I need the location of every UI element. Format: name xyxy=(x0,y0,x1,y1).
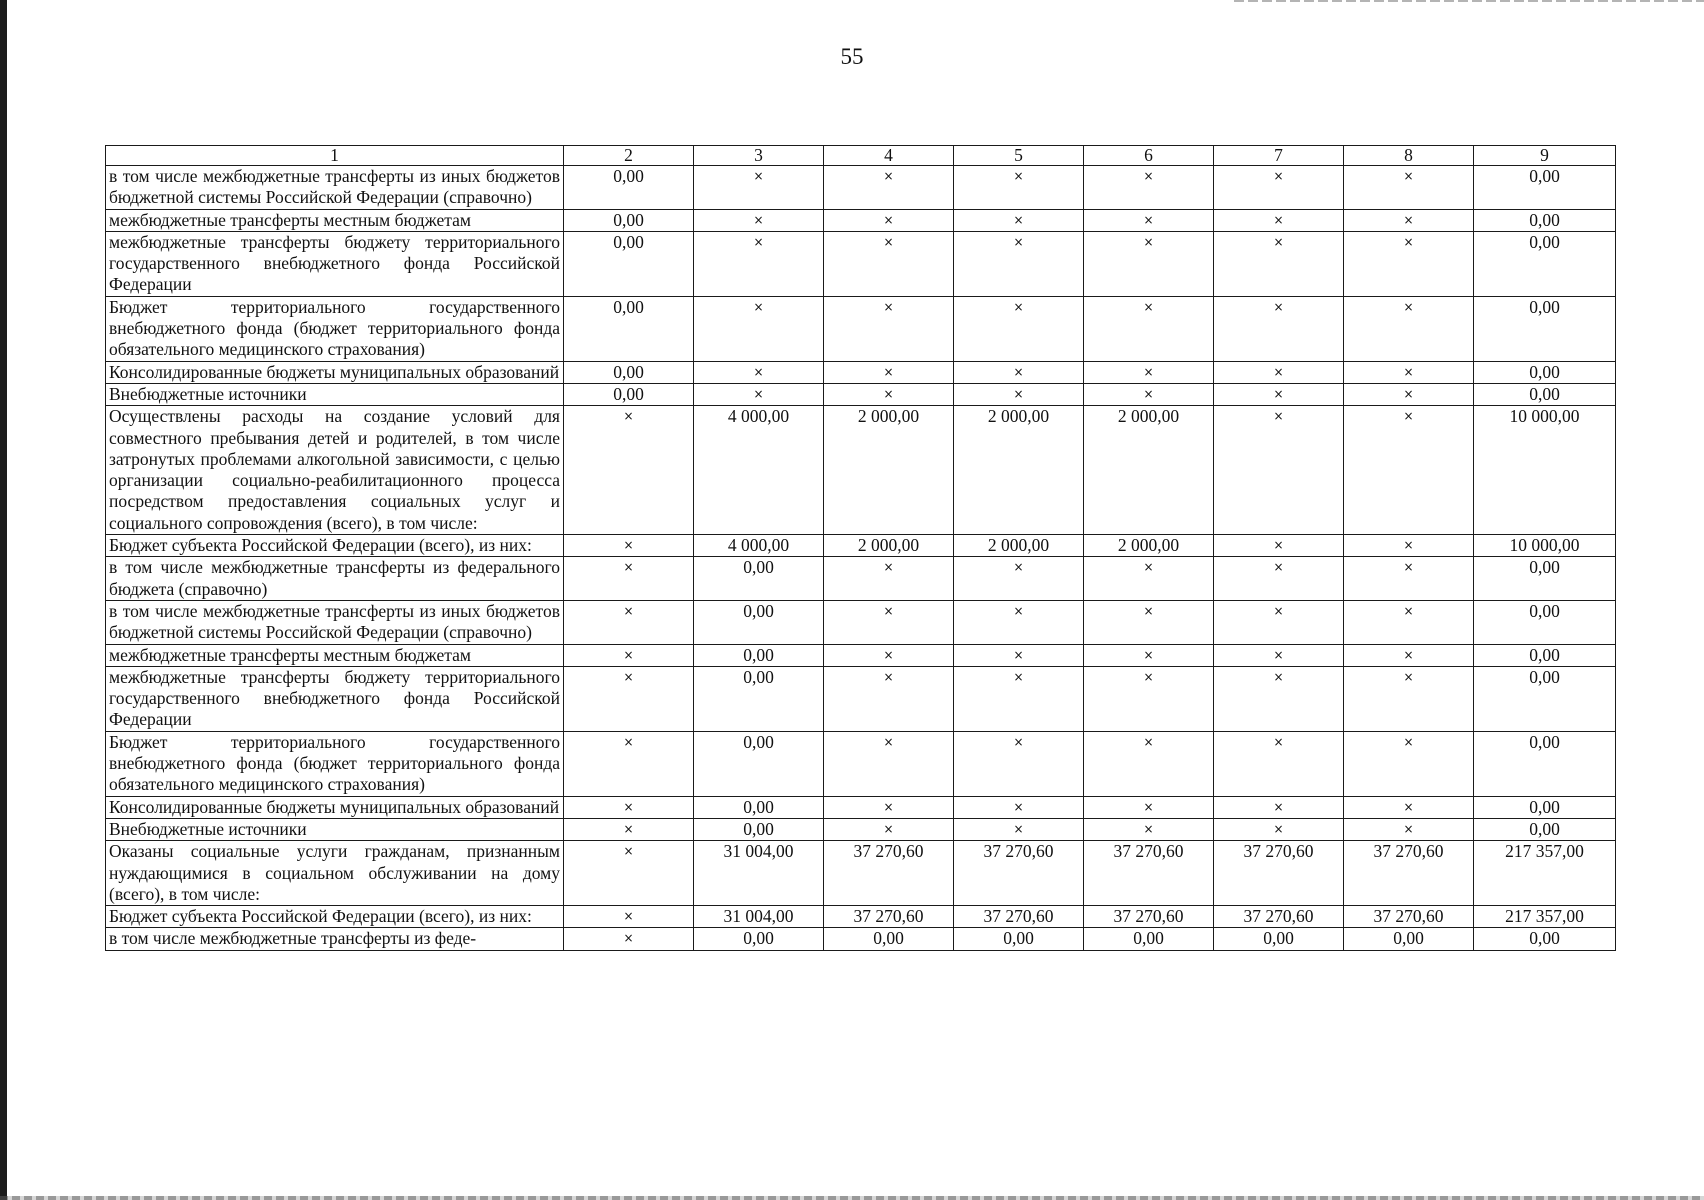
value-cell: 31 004,00 xyxy=(694,841,824,906)
not-applicable-mark: × xyxy=(564,406,694,535)
not-applicable-mark: × xyxy=(954,557,1084,601)
value-cell: 0,00 xyxy=(1474,796,1616,818)
not-applicable-mark: × xyxy=(1344,818,1474,840)
row-label: Бюджет территориального государственного внебюджетного фонда (бюджет территориального фонда обязательного медицинского страхования) xyxy=(106,731,564,796)
value-cell: 0,00 xyxy=(564,383,694,405)
not-applicable-mark: × xyxy=(1084,600,1214,644)
not-applicable-mark: × xyxy=(1344,406,1474,535)
header-cell: 2 xyxy=(564,146,694,166)
header-cell: 7 xyxy=(1214,146,1344,166)
scan-bottom-rule xyxy=(0,1196,1704,1200)
not-applicable-mark: × xyxy=(954,383,1084,405)
table-row xyxy=(106,600,1616,644)
not-applicable-mark: × xyxy=(694,231,824,296)
not-applicable-mark: × xyxy=(1344,296,1474,361)
not-applicable-mark: × xyxy=(954,166,1084,210)
not-applicable-mark: × xyxy=(564,557,694,601)
table-row xyxy=(106,361,1616,383)
table-row xyxy=(106,383,1616,405)
value-cell: 0,00 xyxy=(954,928,1084,950)
header-row xyxy=(106,146,1616,166)
value-cell: 0,00 xyxy=(694,928,824,950)
not-applicable-mark: × xyxy=(564,906,694,928)
value-cell: 2 000,00 xyxy=(824,406,954,535)
not-applicable-mark: × xyxy=(1084,557,1214,601)
value-cell: 0,00 xyxy=(1474,209,1616,231)
table-row xyxy=(106,406,1616,535)
table-row xyxy=(106,166,1616,210)
table-row xyxy=(106,928,1616,950)
not-applicable-mark: × xyxy=(1084,731,1214,796)
row-label: в том числе межбюджетные трансферты из феде- xyxy=(106,928,564,950)
not-applicable-mark: × xyxy=(694,361,824,383)
not-applicable-mark: × xyxy=(824,666,954,731)
not-applicable-mark: × xyxy=(564,731,694,796)
not-applicable-mark: × xyxy=(564,841,694,906)
value-cell: 217 357,00 xyxy=(1474,841,1616,906)
header-cell: 9 xyxy=(1474,146,1616,166)
not-applicable-mark: × xyxy=(954,796,1084,818)
page-number: 55 xyxy=(840,44,864,69)
not-applicable-mark: × xyxy=(1214,796,1344,818)
not-applicable-mark: × xyxy=(564,535,694,557)
row-label: межбюджетные трансферты бюджету территориального государственного внебюджетного фонда Российской Федерации xyxy=(106,231,564,296)
table-row xyxy=(106,841,1616,906)
value-cell: 0,00 xyxy=(1474,644,1616,666)
row-label: в том числе межбюджетные трансферты из иных бюджетов бюджетной системы Российской Федерации (справочно) xyxy=(106,166,564,210)
value-cell: 37 270,60 xyxy=(1084,906,1214,928)
not-applicable-mark: × xyxy=(954,209,1084,231)
row-label: в том числе межбюджетные трансферты из иных бюджетов бюджетной системы Российской Федерации (справочно) xyxy=(106,600,564,644)
budget-table xyxy=(105,145,1616,951)
not-applicable-mark: × xyxy=(564,666,694,731)
value-cell: 37 270,60 xyxy=(1214,841,1344,906)
table-row xyxy=(106,644,1616,666)
row-label: Внебюджетные источники xyxy=(106,818,564,840)
value-cell: 37 270,60 xyxy=(824,841,954,906)
row-label: Бюджет субъекта Российской Федерации (всего), из них: xyxy=(106,535,564,557)
table-row xyxy=(106,796,1616,818)
not-applicable-mark: × xyxy=(1344,361,1474,383)
not-applicable-mark: × xyxy=(1214,361,1344,383)
not-applicable-mark: × xyxy=(1084,361,1214,383)
not-applicable-mark: × xyxy=(1344,209,1474,231)
not-applicable-mark: × xyxy=(954,296,1084,361)
row-label: Оказаны социальные услуги гражданам, признанным нуждающимися в социальном обслуживании на дому (всего), в том числе: xyxy=(106,841,564,906)
row-label: межбюджетные трансферты местным бюджетам xyxy=(106,644,564,666)
not-applicable-mark: × xyxy=(824,557,954,601)
not-applicable-mark: × xyxy=(1084,644,1214,666)
not-applicable-mark: × xyxy=(824,600,954,644)
table-row xyxy=(106,231,1616,296)
not-applicable-mark: × xyxy=(954,600,1084,644)
not-applicable-mark: × xyxy=(564,600,694,644)
not-applicable-mark: × xyxy=(824,361,954,383)
not-applicable-mark: × xyxy=(1344,535,1474,557)
value-cell: 0,00 xyxy=(824,928,954,950)
value-cell: 2 000,00 xyxy=(954,535,1084,557)
value-cell: 0,00 xyxy=(1474,818,1616,840)
value-cell: 0,00 xyxy=(694,666,824,731)
not-applicable-mark: × xyxy=(1214,296,1344,361)
not-applicable-mark: × xyxy=(824,166,954,210)
scan-edge-bar xyxy=(0,0,7,1200)
not-applicable-mark: × xyxy=(1084,296,1214,361)
header-cell: 3 xyxy=(694,146,824,166)
row-label: Бюджет территориального государственного внебюджетного фонда (бюджет территориального фонда обязательного медицинского страхования) xyxy=(106,296,564,361)
not-applicable-mark: × xyxy=(1084,666,1214,731)
table-header xyxy=(106,146,1616,166)
not-applicable-mark: × xyxy=(1214,535,1344,557)
not-applicable-mark: × xyxy=(1214,166,1344,210)
value-cell: 0,00 xyxy=(694,731,824,796)
not-applicable-mark: × xyxy=(564,928,694,950)
not-applicable-mark: × xyxy=(1084,209,1214,231)
not-applicable-mark: × xyxy=(1344,231,1474,296)
not-applicable-mark: × xyxy=(1214,406,1344,535)
value-cell: 0,00 xyxy=(1474,361,1616,383)
value-cell: 0,00 xyxy=(694,557,824,601)
row-label: Осуществлены расходы на создание условий для совместного пребывания детей и родителей, в том числе затронутых проблемами алкогольной зависимости, с целью организации социально-реабилитационного процесса посредством предоставления социальных услуг и социального сопровождения (всего), в том числе: xyxy=(106,406,564,535)
value-cell: 0,00 xyxy=(1474,600,1616,644)
header-cell: 1 xyxy=(106,146,564,166)
row-label: Внебюджетные источники xyxy=(106,383,564,405)
table-row xyxy=(106,731,1616,796)
value-cell: 0,00 xyxy=(1474,231,1616,296)
row-label: Консолидированные бюджеты муниципальных образований xyxy=(106,796,564,818)
value-cell: 0,00 xyxy=(564,166,694,210)
not-applicable-mark: × xyxy=(1344,644,1474,666)
not-applicable-mark: × xyxy=(1214,644,1344,666)
not-applicable-mark: × xyxy=(1214,600,1344,644)
not-applicable-mark: × xyxy=(824,796,954,818)
not-applicable-mark: × xyxy=(1084,383,1214,405)
value-cell: 37 270,60 xyxy=(824,906,954,928)
value-cell: 0,00 xyxy=(694,600,824,644)
not-applicable-mark: × xyxy=(1344,600,1474,644)
value-cell: 0,00 xyxy=(564,296,694,361)
table-row xyxy=(106,535,1616,557)
value-cell: 0,00 xyxy=(1474,166,1616,210)
header-cell: 5 xyxy=(954,146,1084,166)
value-cell: 0,00 xyxy=(1474,731,1616,796)
value-cell: 0,00 xyxy=(1214,928,1344,950)
value-cell: 4 000,00 xyxy=(694,535,824,557)
not-applicable-mark: × xyxy=(694,296,824,361)
not-applicable-mark: × xyxy=(824,296,954,361)
value-cell: 0,00 xyxy=(1474,296,1616,361)
value-cell: 37 270,60 xyxy=(1344,906,1474,928)
not-applicable-mark: × xyxy=(1214,666,1344,731)
not-applicable-mark: × xyxy=(824,731,954,796)
not-applicable-mark: × xyxy=(954,361,1084,383)
value-cell: 37 270,60 xyxy=(1084,841,1214,906)
header-cell: 8 xyxy=(1344,146,1474,166)
not-applicable-mark: × xyxy=(1344,166,1474,210)
not-applicable-mark: × xyxy=(1084,818,1214,840)
header-cell: 6 xyxy=(1084,146,1214,166)
row-label: Бюджет субъекта Российской Федерации (всего), из них: xyxy=(106,906,564,928)
value-cell: 0,00 xyxy=(1474,557,1616,601)
value-cell: 2 000,00 xyxy=(1084,535,1214,557)
not-applicable-mark: × xyxy=(954,818,1084,840)
row-label: межбюджетные трансферты бюджету территориального государственного внебюджетного фонда Российской Федерации xyxy=(106,666,564,731)
not-applicable-mark: × xyxy=(694,383,824,405)
not-applicable-mark: × xyxy=(1344,383,1474,405)
value-cell: 4 000,00 xyxy=(694,406,824,535)
not-applicable-mark: × xyxy=(1084,231,1214,296)
scan-top-rule xyxy=(1234,0,1704,2)
value-cell: 10 000,00 xyxy=(1474,406,1616,535)
not-applicable-mark: × xyxy=(954,731,1084,796)
value-cell: 217 357,00 xyxy=(1474,906,1616,928)
not-applicable-mark: × xyxy=(824,818,954,840)
value-cell: 0,00 xyxy=(564,209,694,231)
value-cell: 2 000,00 xyxy=(1084,406,1214,535)
table-body xyxy=(106,166,1616,951)
row-label: в том числе межбюджетные трансферты из федерального бюджета (справочно) xyxy=(106,557,564,601)
table-row xyxy=(106,209,1616,231)
value-cell: 37 270,60 xyxy=(1214,906,1344,928)
table-row xyxy=(106,557,1616,601)
row-label: межбюджетные трансферты местным бюджетам xyxy=(106,209,564,231)
value-cell: 0,00 xyxy=(1344,928,1474,950)
not-applicable-mark: × xyxy=(954,231,1084,296)
value-cell: 0,00 xyxy=(694,818,824,840)
value-cell: 0,00 xyxy=(564,231,694,296)
value-cell: 2 000,00 xyxy=(954,406,1084,535)
not-applicable-mark: × xyxy=(824,644,954,666)
not-applicable-mark: × xyxy=(564,796,694,818)
value-cell: 37 270,60 xyxy=(954,906,1084,928)
value-cell: 0,00 xyxy=(1474,666,1616,731)
value-cell: 10 000,00 xyxy=(1474,535,1616,557)
not-applicable-mark: × xyxy=(1344,557,1474,601)
not-applicable-mark: × xyxy=(954,644,1084,666)
not-applicable-mark: × xyxy=(1214,383,1344,405)
value-cell: 0,00 xyxy=(1084,928,1214,950)
not-applicable-mark: × xyxy=(564,818,694,840)
table-row xyxy=(106,818,1616,840)
value-cell: 0,00 xyxy=(694,644,824,666)
not-applicable-mark: × xyxy=(954,666,1084,731)
not-applicable-mark: × xyxy=(824,209,954,231)
not-applicable-mark: × xyxy=(824,383,954,405)
header-cell: 4 xyxy=(824,146,954,166)
not-applicable-mark: × xyxy=(1344,731,1474,796)
not-applicable-mark: × xyxy=(1084,166,1214,210)
not-applicable-mark: × xyxy=(694,209,824,231)
table-row xyxy=(106,666,1616,731)
value-cell: 37 270,60 xyxy=(1344,841,1474,906)
not-applicable-mark: × xyxy=(694,166,824,210)
value-cell: 0,00 xyxy=(694,796,824,818)
table-row xyxy=(106,906,1616,928)
value-cell: 2 000,00 xyxy=(824,535,954,557)
value-cell: 0,00 xyxy=(1474,928,1616,950)
not-applicable-mark: × xyxy=(1084,796,1214,818)
not-applicable-mark: × xyxy=(1214,557,1344,601)
value-cell: 31 004,00 xyxy=(694,906,824,928)
not-applicable-mark: × xyxy=(564,644,694,666)
not-applicable-mark: × xyxy=(1214,818,1344,840)
not-applicable-mark: × xyxy=(1344,666,1474,731)
value-cell: 0,00 xyxy=(1474,383,1616,405)
not-applicable-mark: × xyxy=(1344,796,1474,818)
value-cell: 37 270,60 xyxy=(954,841,1084,906)
not-applicable-mark: × xyxy=(824,231,954,296)
not-applicable-mark: × xyxy=(1214,209,1344,231)
table-row xyxy=(106,296,1616,361)
row-label: Консолидированные бюджеты муниципальных образований xyxy=(106,361,564,383)
not-applicable-mark: × xyxy=(1214,231,1344,296)
not-applicable-mark: × xyxy=(1214,731,1344,796)
value-cell: 0,00 xyxy=(564,361,694,383)
